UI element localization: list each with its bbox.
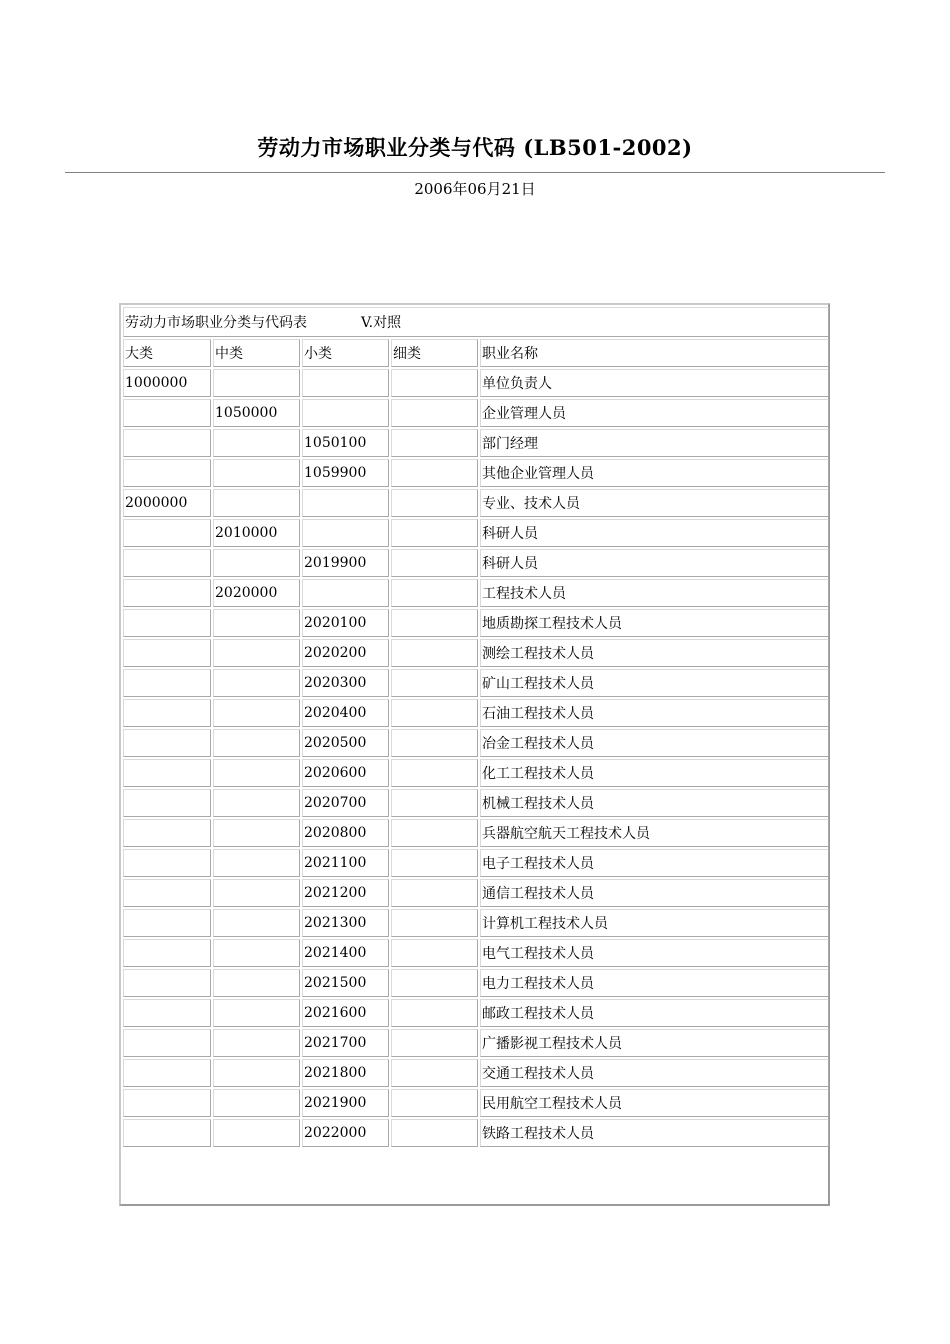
occupation-code-table-frame [119,303,830,1206]
major-category-cell [123,819,211,847]
medium-category-cell [213,999,300,1027]
minor-category-cell [302,369,389,397]
table-row [123,669,829,697]
occupation-name-cell: 测绘工程技术人员 [480,639,829,667]
medium-category-cell [213,909,300,937]
minor-category-cell: 2021800 [302,1059,389,1087]
major-category-cell [123,909,211,937]
detail-category-cell [391,549,478,577]
minor-category-cell: 2021500 [302,969,389,997]
medium-category-cell [213,759,300,787]
medium-category-cell [213,429,300,457]
minor-category-cell: 1059900 [302,459,389,487]
occupation-name-cell: 电力工程技术人员 [480,969,829,997]
table-row [123,579,829,607]
occupation-name-cell: 地质勘探工程技术人员 [480,609,829,637]
major-category-cell [123,399,211,427]
occupation-name-cell: 民用航空工程技术人员 [480,1089,829,1117]
major-category-cell [123,789,211,817]
table-caption-row [123,307,829,337]
major-category-cell: 1000000 [123,369,211,397]
detail-category-cell [391,639,478,667]
minor-category-cell [302,489,389,517]
table-row [123,429,829,457]
major-category-cell [123,999,211,1027]
table-row [123,399,829,427]
major-category-cell [123,639,211,667]
minor-category-cell: 2020800 [302,819,389,847]
table-row [123,1089,829,1117]
medium-category-cell [213,789,300,817]
table-row [123,939,829,967]
minor-category-cell: 2021700 [302,1029,389,1057]
document-title: 劳动力市场职业分类与代码 (LB501-2002) [257,135,693,160]
occupation-name-cell: 冶金工程技术人员 [480,729,829,757]
table-row [123,909,829,937]
minor-category-cell [302,399,389,427]
major-category-cell [123,669,211,697]
major-category-cell [123,1119,211,1147]
occupation-name-cell: 部门经理 [480,429,829,457]
medium-category-cell [213,1059,300,1087]
table-row [123,729,829,757]
medium-category-cell [213,969,300,997]
detail-category-cell [391,669,478,697]
detail-category-cell [391,1089,478,1117]
minor-category-cell: 1050100 [302,429,389,457]
minor-category-cell: 2021300 [302,909,389,937]
occupation-name-cell: 交通工程技术人员 [480,1059,829,1087]
table-caption-note: V.对照 [361,315,402,331]
table-row [123,819,829,847]
minor-category-cell: 2020700 [302,789,389,817]
occupation-name-cell: 铁路工程技术人员 [480,1119,829,1147]
medium-category-cell [213,879,300,907]
occupation-name-cell: 邮政工程技术人员 [480,999,829,1027]
medium-category-cell [213,1089,300,1117]
minor-category-cell: 2020100 [302,609,389,637]
medium-category-cell [213,459,300,487]
detail-category-cell [391,939,478,967]
minor-category-cell [302,519,389,547]
detail-category-cell [391,1119,478,1147]
table-row [123,609,829,637]
table-row [123,969,829,997]
occupation-name-cell: 化工工程技术人员 [480,759,829,787]
table-row [123,849,829,877]
occupation-name-cell: 专业、技术人员 [480,489,829,517]
table-caption-title: 劳动力市场职业分类与代码表 [125,315,307,331]
detail-category-cell [391,1029,478,1057]
major-category-cell [123,849,211,877]
table-row [123,1059,829,1087]
header-minor-category: 小类 [302,339,389,367]
detail-category-cell [391,369,478,397]
table-row [123,519,829,547]
medium-category-cell [213,369,300,397]
table-row [123,549,829,577]
occupation-name-cell: 科研人员 [480,519,829,547]
minor-category-cell: 2020500 [302,729,389,757]
major-category-cell [123,579,211,607]
medium-category-cell [213,939,300,967]
medium-category-cell: 2020000 [213,579,300,607]
table-row [123,1029,829,1057]
major-category-cell [123,759,211,787]
table-row [123,999,829,1027]
minor-category-cell [302,579,389,607]
occupation-name-cell: 通信工程技术人员 [480,879,829,907]
detail-category-cell [391,519,478,547]
header-medium-category: 中类 [213,339,300,367]
table-caption [123,307,829,337]
major-category-cell [123,429,211,457]
document-date: 2006年06月21日 [414,180,536,198]
table-row [123,699,829,727]
minor-category-cell: 2019900 [302,549,389,577]
table-row [123,759,829,787]
occupation-name-cell: 机械工程技术人员 [480,789,829,817]
minor-category-cell: 2021100 [302,849,389,877]
table-row [123,639,829,667]
medium-category-cell [213,669,300,697]
medium-category-cell [213,1119,300,1147]
minor-category-cell: 2020200 [302,639,389,667]
detail-category-cell [391,789,478,817]
major-category-cell [123,549,211,577]
major-category-cell [123,1059,211,1087]
medium-category-cell [213,489,300,517]
major-category-cell: 2000000 [123,489,211,517]
detail-category-cell [391,399,478,427]
occupation-name-cell: 电气工程技术人员 [480,939,829,967]
major-category-cell [123,519,211,547]
major-category-cell [123,459,211,487]
medium-category-cell [213,609,300,637]
detail-category-cell [391,429,478,457]
header-detail-category: 细类 [391,339,478,367]
medium-category-cell [213,1029,300,1057]
occupation-name-cell: 科研人员 [480,549,829,577]
occupation-name-cell: 单位负责人 [480,369,829,397]
minor-category-cell: 2020300 [302,669,389,697]
table-row [123,489,829,517]
table-row [123,879,829,907]
detail-category-cell [391,819,478,847]
occupation-name-cell: 兵器航空航天工程技术人员 [480,819,829,847]
detail-category-cell [391,849,478,877]
detail-category-cell [391,969,478,997]
table-header-row [123,339,829,367]
header-major-category: 大类 [123,339,211,367]
occupation-code-table [121,305,831,1149]
detail-category-cell [391,759,478,787]
minor-category-cell: 2021200 [302,879,389,907]
medium-category-cell [213,849,300,877]
minor-category-cell: 2022000 [302,1119,389,1147]
table-row [123,369,829,397]
minor-category-cell: 2021400 [302,939,389,967]
header-occupation-name: 职业名称 [480,339,829,367]
occupation-name-cell: 广播影视工程技术人员 [480,1029,829,1057]
detail-category-cell [391,579,478,607]
medium-category-cell [213,639,300,667]
detail-category-cell [391,609,478,637]
detail-category-cell [391,729,478,757]
table-row [123,459,829,487]
medium-category-cell: 2010000 [213,519,300,547]
major-category-cell [123,1089,211,1117]
detail-category-cell [391,879,478,907]
major-category-cell [123,729,211,757]
minor-category-cell: 2021600 [302,999,389,1027]
major-category-cell [123,699,211,727]
minor-category-cell: 2020600 [302,759,389,787]
detail-category-cell [391,999,478,1027]
major-category-cell [123,969,211,997]
medium-category-cell [213,729,300,757]
table-row [123,789,829,817]
medium-category-cell [213,549,300,577]
minor-category-cell: 2021900 [302,1089,389,1117]
occupation-name-cell: 矿山工程技术人员 [480,669,829,697]
detail-category-cell [391,459,478,487]
major-category-cell [123,879,211,907]
detail-category-cell [391,699,478,727]
detail-category-cell [391,909,478,937]
detail-category-cell [391,1059,478,1087]
occupation-name-cell: 石油工程技术人员 [480,699,829,727]
detail-category-cell [391,489,478,517]
title-divider [65,172,885,173]
occupation-name-cell: 工程技术人员 [480,579,829,607]
major-category-cell [123,1029,211,1057]
minor-category-cell: 2020400 [302,699,389,727]
occupation-name-cell: 企业管理人员 [480,399,829,427]
occupation-name-cell: 其他企业管理人员 [480,459,829,487]
medium-category-cell [213,699,300,727]
major-category-cell [123,939,211,967]
occupation-name-cell: 计算机工程技术人员 [480,909,829,937]
medium-category-cell [213,819,300,847]
table-row [123,1119,829,1147]
occupation-name-cell: 电子工程技术人员 [480,849,829,877]
major-category-cell [123,609,211,637]
medium-category-cell: 1050000 [213,399,300,427]
